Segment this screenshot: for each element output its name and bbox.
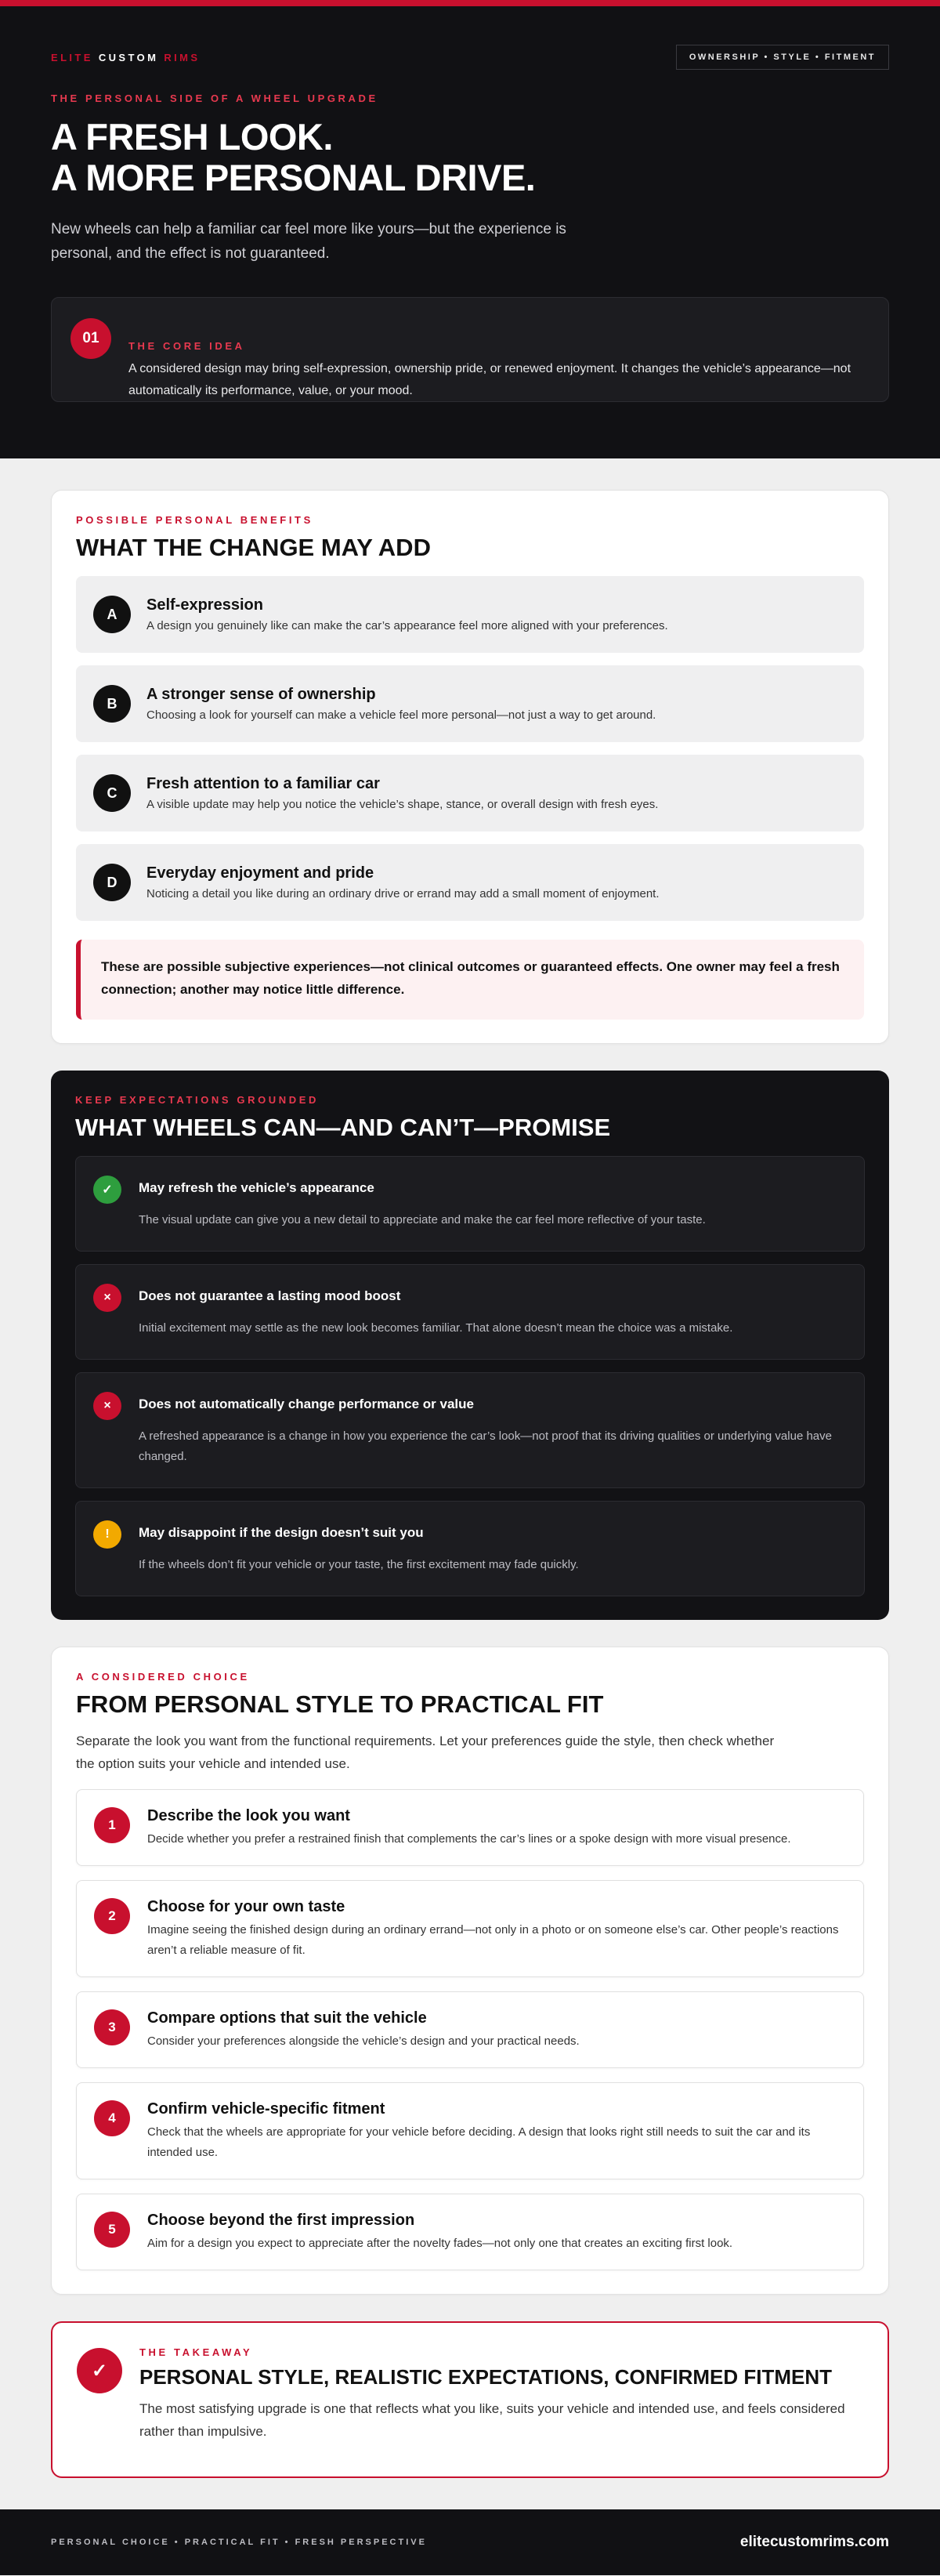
benefit-badge: D xyxy=(93,864,131,901)
hero-lede: New wheels can help a familiar car feel more like yours—but the experience is personal, and the effect is not guaranteed. xyxy=(51,221,566,262)
benefit-title: Self-expression xyxy=(146,596,263,614)
benefit-text: A design you genuinely like can make the car’s appearance feel more aligned with your preferences. xyxy=(146,619,668,632)
step-item xyxy=(76,2082,864,2179)
step-item xyxy=(76,1789,864,1866)
choice-lede: Separate the look you want from the functional requirements. Let your preferences guide the style, then check whether the option suits your vehicle and intended use. xyxy=(76,1734,775,1771)
step-number: 3 xyxy=(94,2009,130,2045)
benefit-item xyxy=(76,755,864,831)
benefits-eyebrow: POSSIBLE PERSONAL BENEFITS xyxy=(76,514,313,526)
expectations-section xyxy=(51,1071,889,1620)
step-number: 4 xyxy=(94,2100,130,2136)
benefit-item xyxy=(76,844,864,921)
check-icon: ✓ xyxy=(77,2348,122,2393)
topic-pill: OWNERSHIP • STYLE • FITMENT xyxy=(676,45,889,70)
benefit-item xyxy=(76,576,864,653)
benefit-badge: A xyxy=(93,596,131,633)
takeaway-eyebrow: THE TAKEAWAY xyxy=(139,2346,253,2358)
step-text: Decide whether you prefer a restrained finish that complements the car’s lines or a spoke design with more visual presence. xyxy=(147,1832,791,1846)
step-number: 5 xyxy=(94,2212,130,2248)
top-accent-bar xyxy=(0,0,940,6)
promise-item xyxy=(75,1372,865,1488)
step-text: Consider your preferences alongside the vehicle’s design and your practical needs. xyxy=(147,2034,580,2048)
promise-text: Initial excitement may settle as the new look becomes familiar. That alone doesn’t mean the choice was a mistake. xyxy=(139,1321,733,1335)
step-number: 2 xyxy=(94,1898,130,1934)
benefit-badge: C xyxy=(93,774,131,812)
step-item xyxy=(76,1991,864,2068)
promise-item xyxy=(75,1156,865,1252)
promise-title: Does not automatically change performance or value xyxy=(139,1397,474,1411)
choice-eyebrow: A CONSIDERED CHOICE xyxy=(76,1671,250,1683)
promise-title: Does not guarantee a lasting mood boost xyxy=(139,1288,401,1303)
footer xyxy=(0,2509,940,2575)
step-text: Check that the wheels are appropriate for your vehicle before deciding. A design that looks right still needs to suit the car and its intended use. xyxy=(147,2125,811,2159)
benefit-text: A visible update may help you notice the vehicle’s shape, stance, or overall design with fresh eyes. xyxy=(146,798,659,811)
step-title: Confirm vehicle-specific fitment xyxy=(147,2100,385,2118)
core-eyebrow: THE CORE IDEA xyxy=(128,340,245,352)
hero-title xyxy=(51,117,889,198)
takeaway-card xyxy=(51,2321,889,2478)
step-title: Choose for your own taste xyxy=(147,1898,345,1915)
hero-title-line-2: A MORE PERSONAL DRIVE. xyxy=(51,157,536,198)
logo-word-custom: CUSTOM xyxy=(98,51,159,63)
promise-text: The visual update can give you a new detail to appreciate and make the car feel more reflective of your taste. xyxy=(139,1213,706,1226)
step-text: Imagine seeing the finished design during an ordinary errand—not only in a photo or on someone else’s car. Other people’s reactions aren’t a reliable measure of fit. xyxy=(147,1923,839,1957)
step-title: Compare options that suit the vehicle xyxy=(147,2009,427,2027)
promise-item xyxy=(75,1264,865,1360)
disclaimer-note: These are possible subjective experiences—not clinical outcomes or guaranteed effects. One owner may feel a fresh connection; another may notice little difference. xyxy=(76,940,864,1020)
check-icon: ✓ xyxy=(93,1176,121,1204)
benefit-title: A stronger sense of ownership xyxy=(146,686,376,703)
hero-title-line-1: A FRESH LOOK. xyxy=(51,116,333,158)
step-number: 1 xyxy=(94,1807,130,1843)
benefit-title: Fresh attention to a familiar car xyxy=(146,775,380,792)
takeaway-text: The most satisfying upgrade is one that reflects what you like, suits your vehicle and intended use, and feels considered rather than impulsive. xyxy=(139,2401,845,2439)
footer-site-link[interactable]: elitecustomrims.com xyxy=(739,2534,889,2550)
promise-title: May disappoint if the design doesn’t suit you xyxy=(139,1525,424,1540)
logo-word-rims: RIMS xyxy=(158,51,201,63)
step-title: Describe the look you want xyxy=(147,1807,350,1824)
promise-text: A refreshed appearance is a change in how you experience the car’s look—not proof that its driving qualities or underlying value have changed. xyxy=(139,1429,832,1463)
promise-item xyxy=(75,1501,865,1596)
core-idea-card xyxy=(51,297,889,402)
choice-title: FROM PERSONAL STYLE TO PRACTICAL FIT xyxy=(76,1690,604,1718)
benefit-item xyxy=(76,665,864,742)
hero-eyebrow: THE PERSONAL SIDE OF A WHEEL UPGRADE xyxy=(51,92,378,104)
benefit-title: Everyday enjoyment and pride xyxy=(146,864,374,882)
takeaway-title: PERSONAL STYLE, REALISTIC EXPECTATIONS, CONFIRMED FITMENT xyxy=(139,2365,833,2389)
x-icon: × xyxy=(93,1392,121,1420)
x-icon: × xyxy=(93,1284,121,1312)
step-item xyxy=(76,2194,864,2270)
footer-tagline: PERSONAL CHOICE • PRACTICAL FIT • FRESH PERSPECTIVE xyxy=(51,2538,427,2547)
promise-title: May refresh the vehicle’s appearance xyxy=(139,1180,374,1195)
benefits-title: WHAT THE CHANGE MAY ADD xyxy=(76,534,431,561)
step-item xyxy=(76,1880,864,1977)
expectations-eyebrow: KEEP EXPECTATIONS GROUNDED xyxy=(75,1094,320,1106)
benefit-text: Noticing a detail you like during an ordinary drive or errand may add a small moment of enjoyment. xyxy=(146,887,660,900)
benefit-text: Choosing a look for yourself can make a vehicle feel more personal—not just a way to get around. xyxy=(146,708,656,722)
expectations-title: WHAT WHEELS CAN—AND CAN’T—PROMISE xyxy=(75,1114,611,1141)
benefits-section xyxy=(51,490,889,1044)
promise-text: If the wheels don’t fit your vehicle or your taste, the first excitement may fade quickly. xyxy=(139,1558,579,1571)
core-text: A considered design may bring self-expression, ownership pride, or renewed enjoyment. It changes the vehicle’s appearance—not automatically its performance, value, or your mood. xyxy=(128,362,851,397)
hero-section xyxy=(0,6,940,458)
core-number-badge: 01 xyxy=(70,318,111,359)
benefit-list xyxy=(76,576,864,921)
benefit-badge: B xyxy=(93,685,131,723)
step-text: Aim for a design you expect to appreciate after the novelty fades—not only one that creates an exciting first look. xyxy=(147,2237,733,2250)
logo-word-elite: ELITE xyxy=(51,51,99,63)
hero-top-row xyxy=(51,44,889,71)
choice-section xyxy=(51,1647,889,2295)
step-title: Choose beyond the first impression xyxy=(147,2212,415,2229)
brand-logo[interactable] xyxy=(51,52,200,63)
warning-icon: ! xyxy=(93,1520,121,1549)
